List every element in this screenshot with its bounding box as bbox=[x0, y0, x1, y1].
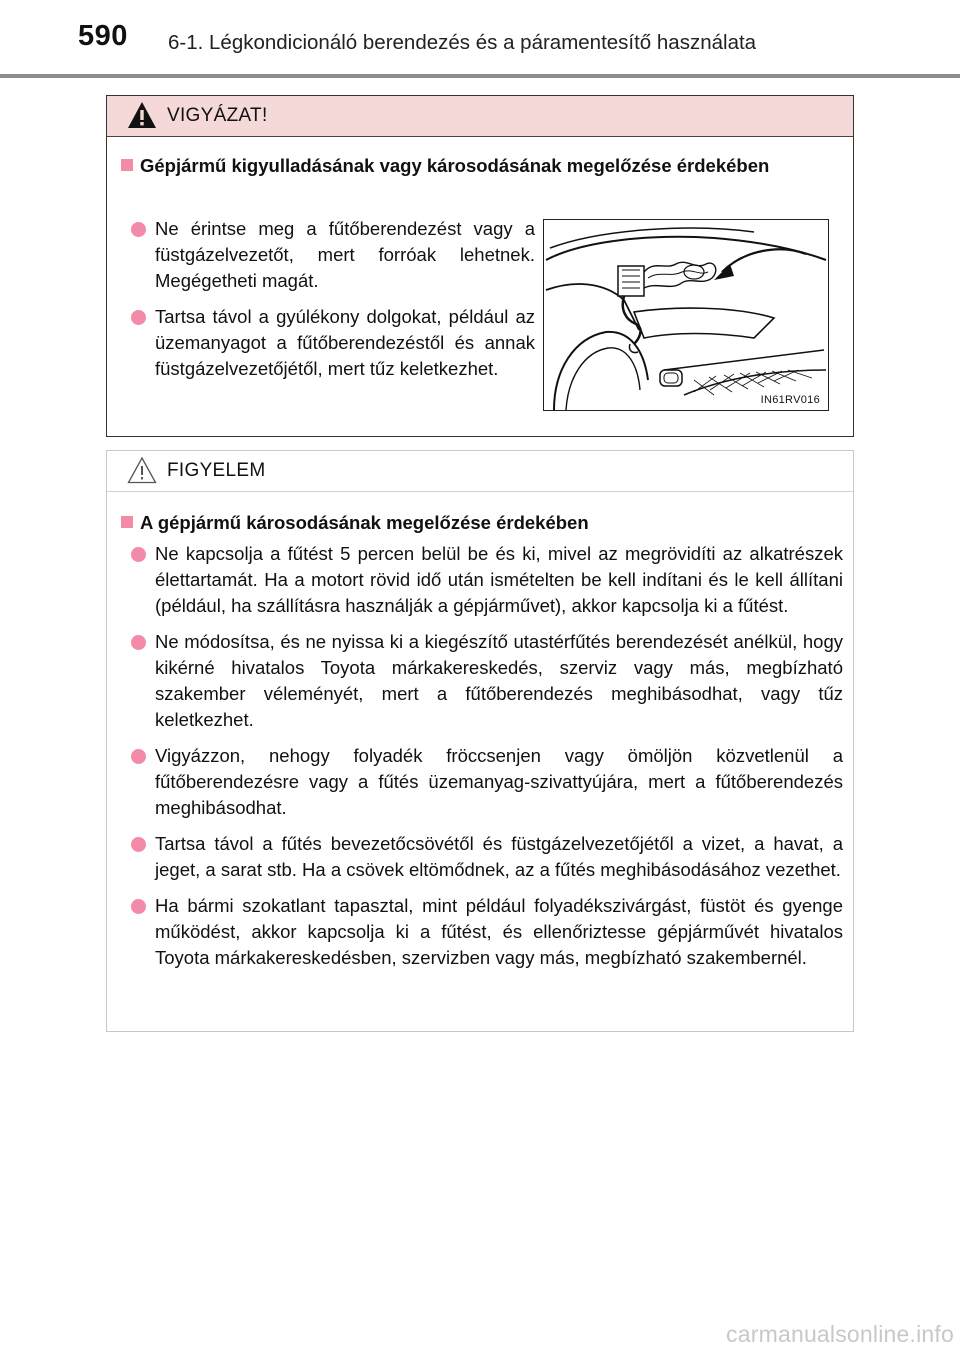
bullet-dot-icon bbox=[131, 837, 146, 852]
bullet-dot-icon bbox=[131, 635, 146, 650]
bullet-dot-icon bbox=[131, 222, 146, 237]
caution-label: FIGYELEM bbox=[167, 460, 266, 481]
chapter-title: 6-1. Légkondicionáló berendezés és a páramentesítő használata bbox=[168, 31, 757, 54]
warning-section-title: Gépjármű kigyulladásának vagy károsodásának megelőzése érdekében bbox=[121, 152, 837, 180]
section-square-icon bbox=[121, 159, 133, 171]
caution-header bbox=[107, 451, 853, 492]
list-item: Tartsa távol a gyúlékony dolgokat, például az üzemanyagot a fűtőberendezéstől és annak füstgázelvezetőjétől, mert tűz keletkezhet. bbox=[131, 304, 535, 382]
list-item: Ne érintse meg a fűtőberendezést vagy a füstgázelvezetőt, mert forróak lehetnek. Megégetheti magát. bbox=[131, 216, 535, 294]
caution-section-title: A gépjármű károsodásának megelőzése érdekében bbox=[121, 509, 589, 537]
caution-box bbox=[106, 450, 854, 1032]
list-item: Tartsa távol a fűtés bevezetőcsövétől és füstgázelvezetőjétől a vizet, a havat, a jeget, a sarat stb. Ha a csövek eltömődnek, az a fűtés meghibásodásához vezethet. bbox=[131, 831, 843, 883]
warning-box bbox=[106, 95, 854, 437]
list-item: Ne kapcsolja a fűtést 5 percen belül be és ki, mivel az megrövidíti az alkatrészek élettartamát. Ha a motort rövid idő után ismételten be kell indítani és le kell állítani (például, ha szállításra használják a gépjárművet), akkor kapcsolja ki a fűtést. bbox=[131, 541, 843, 619]
bullet-dot-icon bbox=[131, 547, 146, 562]
page-header bbox=[0, 0, 960, 80]
page-number: 590 bbox=[78, 20, 128, 52]
warning-triangle-icon bbox=[127, 101, 157, 129]
watermark-link[interactable]: carmanualsonline.info bbox=[726, 1321, 954, 1347]
bullet-dot-icon bbox=[131, 899, 146, 914]
caution-triangle-icon bbox=[127, 456, 157, 484]
list-item: Vigyázzon, nehogy folyadék fröccsenjen vagy ömöljön közvetlenül a fűtőberendezésre vagy a fűtés üzemanyag-szivattyújára, mert a fűtőberendezés meghibásodhat. bbox=[131, 743, 843, 821]
bullet-dot-icon bbox=[131, 749, 146, 764]
caution-bullet-list bbox=[131, 541, 843, 981]
list-item: Ne módosítsa, és ne nyissa ki a kiegészítő utastérfűtés berendezését anélkül, hogy kikérné hivatalos Toyota márkakereskedés, szerviz vagy más, megbízható szakember véleményét, mert a fűtőberendezés meghibásodhat, vagy tűz keletkezhet. bbox=[131, 629, 843, 733]
car-front-heater-drawing bbox=[544, 220, 828, 410]
figure-code: IN61RV016 bbox=[760, 394, 820, 406]
warning-bullet-list bbox=[131, 216, 535, 392]
heater-illustration bbox=[543, 219, 829, 411]
bullet-dot-icon bbox=[131, 310, 146, 325]
warning-header bbox=[107, 96, 853, 137]
list-item: Ha bármi szokatlant tapasztal, mint például folyadékszivárgást, füstöt és gyenge működést, akkor kapcsolja ki a fűtést, és ellenőriztesse gépjárművét hivatalos Toyota márkakereskedésben, szervizben vagy más, megbízható szakembernél. bbox=[131, 893, 843, 971]
section-square-icon bbox=[121, 516, 133, 528]
warning-label: VIGYÁZAT! bbox=[167, 105, 268, 126]
header-rule bbox=[0, 74, 960, 78]
